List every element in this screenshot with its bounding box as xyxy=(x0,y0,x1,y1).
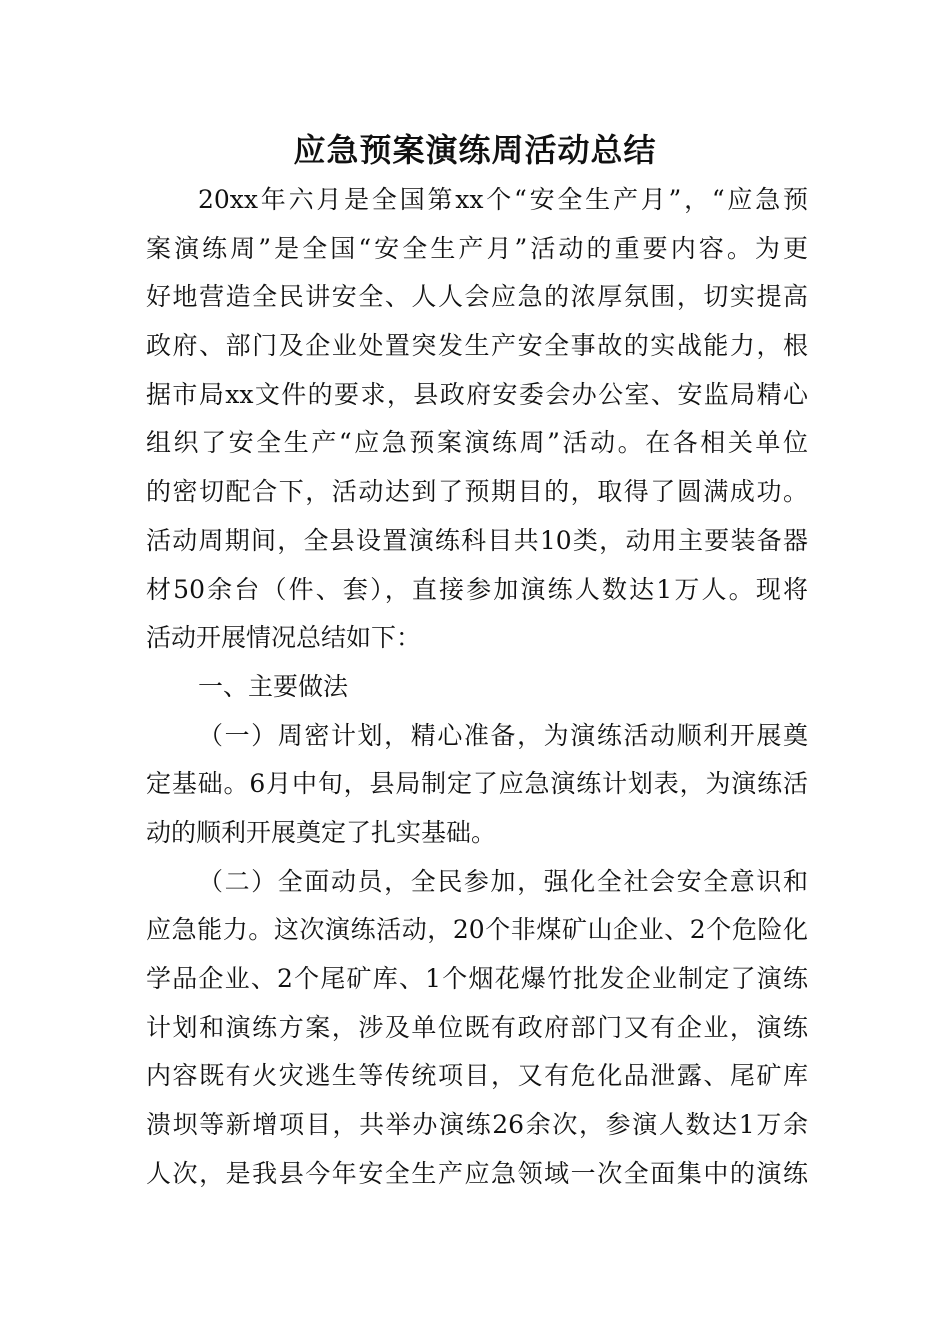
paragraph-line: 政府、部门及企业处置突发生产安全事故的实战能力，根 xyxy=(146,331,808,361)
paragraph-line: 20xx年六月是全国第xx个“安全生产月”，“应急预 xyxy=(198,185,808,214)
section-heading: 一、主要做法 xyxy=(198,671,349,701)
document-body xyxy=(146,176,808,1198)
paragraph-line: 案演练周”是全国“安全生产月”活动的重要内容。为更 xyxy=(146,233,808,263)
paragraph-line: 计划和演练方案，涉及单位既有政府部门又有企业，演练 xyxy=(146,1012,808,1042)
paragraph-line: （一）周密计划，精心准备，为演练活动顺利开展奠 xyxy=(198,720,808,750)
paragraph-line: 组织了安全生产“应急预案演练周”活动。在各相关单位 xyxy=(146,428,808,458)
paragraph-line: 动的顺利开展奠定了扎实基础。 xyxy=(146,817,497,847)
paragraph-line: 的密切配合下，活动达到了预期目的，取得了圆满成功。 xyxy=(146,477,808,507)
paragraph-line: 据市局xx文件的要求，县政府安委会办公室、安监局精心 xyxy=(146,379,808,409)
paragraph-line: 人次，是我县今年安全生产应急领域一次全面集中的演练 xyxy=(146,1158,808,1188)
paragraph-line: 好地营造全民讲安全、人人会应急的浓厚氛围，切实提高 xyxy=(146,282,808,312)
paragraph-line: 活动周期间，全县设置演练科目共10类，动用主要装备器 xyxy=(146,525,808,555)
paragraph-line: 活动开展情况总结如下： xyxy=(146,623,422,653)
paragraph-line: 学品企业、2个尾矿库、1个烟花爆竹批发企业制定了演练 xyxy=(146,964,808,993)
paragraph-line: 溃坝等新增项目，共举办演练26余次，参演人数达1万余 xyxy=(146,1110,808,1140)
paragraph-line: 应急能力。这次演练活动，20个非煤矿山企业、2个危险化 xyxy=(146,915,808,945)
paragraph-line: 材50余台（件、套），直接参加演练人数达1万人。现将 xyxy=(146,574,808,604)
paragraph-line: 定基础。6月中旬，县局制定了应急演练计划表，为演练活 xyxy=(146,769,808,799)
paragraph-line: 内容既有火灾逃生等传统项目，又有危化品泄露、尾矿库 xyxy=(146,1061,808,1091)
paragraph-line: （二）全面动员，全民参加，强化全社会安全意识和 xyxy=(198,866,808,896)
document-title: 应急预案演练周活动总结 xyxy=(293,131,657,169)
